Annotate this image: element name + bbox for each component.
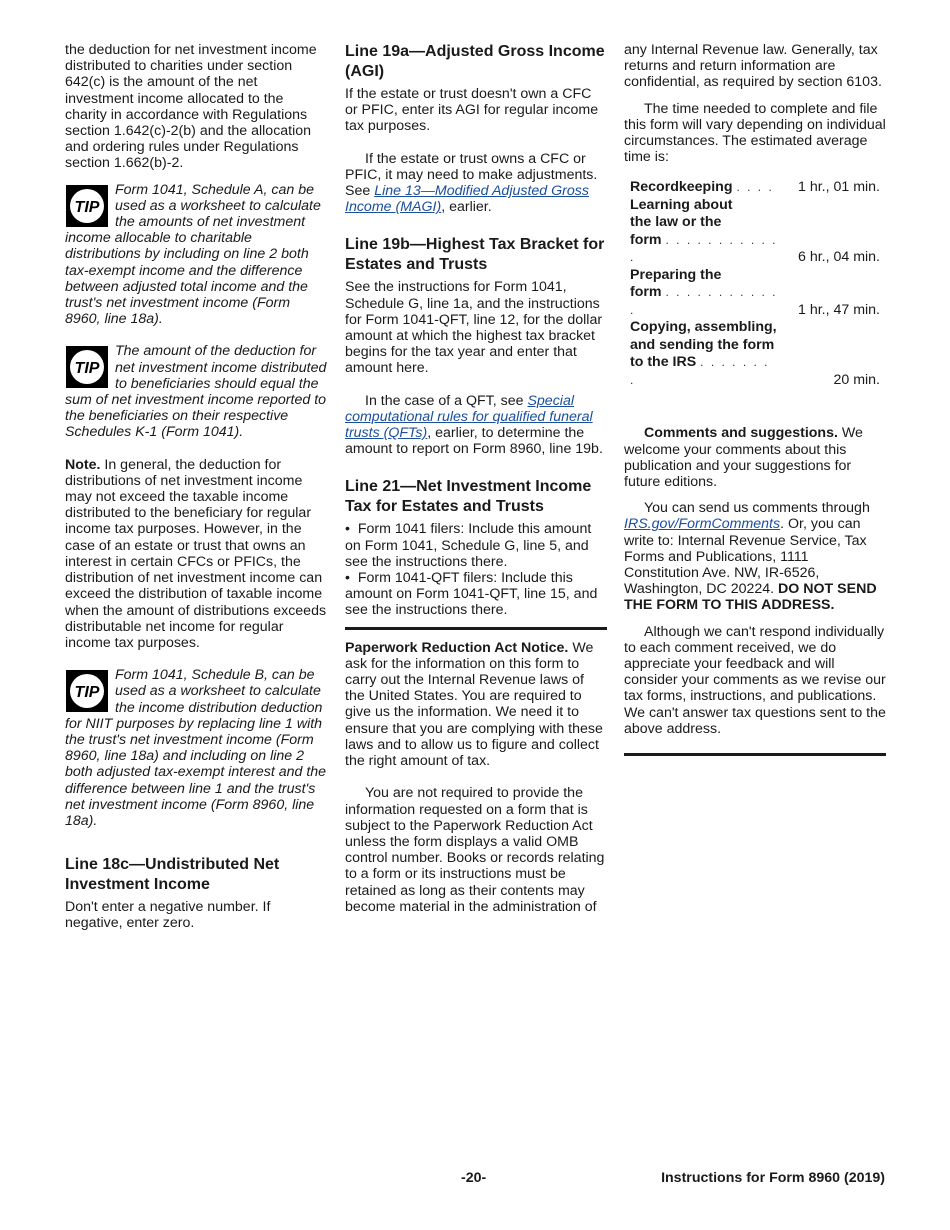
send-comments-paragraph: You can send us comments through IRS.gov/FormComments. Or, you can write to: Internal Revenue Service, Tax Forms and Publications, 1111 Constitution Ave. NW, IR-6526, Washington, DC 20224. DO NOT SEND THE FORM TO THIS ADDRESS.	[624, 500, 877, 614]
end-divider	[624, 753, 886, 756]
paragraph-line-19b-1: See the instructions for Form 1041, Schedule G, line 1a, and the instructions for Form 1041-QFT, line 12, for the dollar amount at which the highest tax bracket begins for the tax year and enter that amount here.	[345, 279, 603, 377]
time-row-recordkeeping: Recordkeeping . . . . 1 hr., 01 min.	[624, 179, 886, 197]
paragraph-line-19b-2: In the case of a QFT, see Special computational rules for qualified funeral trusts (QFTs), earlier, to determine the amount to report on Form 8960, line 19b.	[345, 392, 603, 458]
time-estimate-table	[624, 179, 886, 389]
tip-text-schedule-b: Form 1041, Schedule B, can be used as a worksheet to calculate the income distribution deduction for NIIT purposes by replacing line 1 with the trust's net investment income (Form 8960, line 18a) and including on line 2 both adjusted tax-exempt interest and the difference between line 1 and the trust's net investment income (Form 8960, line 18a).	[65, 667, 327, 829]
time-value: 1 hr., 01 min.	[797, 179, 880, 196]
link-irs-form-comments[interactable]: IRS.gov/FormComments	[624, 516, 781, 533]
page-number: -20-	[461, 1170, 487, 1186]
paperwork-notice-label: Paperwork Reduction Act Notice.	[345, 639, 569, 656]
paperwork-paragraph-2: You are not required to provide the information requested on a form that is subject to the Paperwork Reduction Act unless the form displays a valid OMB control number. Books or records relating to a form or its instructions must be retained as long as their contents may become material in the administration of	[345, 785, 605, 915]
paragraph-line-19a-1: If the estate or trust doesn't own a CFC or PFIC, enter its AGI for regular income tax purposes.	[345, 86, 599, 135]
tip-icon	[65, 345, 109, 389]
tip-text-beneficiaries: The amount of the deduction for net investment income distributed to beneficiaries should equal the sum of net investment income reported to the beneficiaries on their respective Schedules K-1 (Form 1041).	[65, 343, 327, 441]
comments-label: Comments and suggestions.	[644, 425, 838, 442]
note-paragraph	[65, 457, 327, 651]
footer-form-title: Instructions for Form 8960 (2019)	[661, 1170, 885, 1186]
comments-paragraph: Comments and suggestions. We welcome your comments about this publication and your suggestions for future editions.	[624, 425, 863, 491]
paragraph-line-19a-2: If the estate or trust owns a CFC or PFIC, it may need to make adjustments. See Line 13—Modified Adjusted Gross Income (MAGI), earlier.	[345, 150, 598, 216]
section-divider	[345, 627, 607, 630]
note-text: In general, the deduction for distributions of net investment income may not exceed the taxable income distributed to the beneficiary for regular income tax purposes. However, in the case of an estate or trust that owns an interest in certain CFCs or PFICs, the distribution of net investment income can exceed the distribution of taxable income when the amount of distributions exceeds distributable net income for regular income tax purposes.	[65, 456, 327, 651]
tip-label: TIP	[74, 198, 100, 216]
feedback-paragraph: Although we can't respond individually to each comment received, we do appreciate your feedback and will consider your comments as we revise our tax forms, instructions, and publications. We can't answer tax questions sent to the above address.	[624, 623, 886, 737]
tip-label: TIP	[74, 360, 100, 378]
tip-icon	[65, 669, 109, 713]
time-row-copying: Copying, assembling, and sending the form to the IRS . . . . . . . . 20 min.	[624, 319, 886, 389]
bullet-form-1041: • Form 1041 filers: Include this amount on Form 1041, Schedule G, line 5, and see the instructions there.	[345, 521, 592, 570]
column-middle	[345, 42, 607, 915]
paragraph-confidential: any Internal Revenue law. Generally, tax returns and return information are confidential, as required by section 6103.	[624, 42, 882, 91]
tip-label: TIP	[74, 684, 100, 702]
tip-icon	[65, 184, 109, 228]
time-row-preparing: Preparing the form . . . . . . . . . . . . 1 hr., 47 min.	[624, 267, 886, 320]
paperwork-notice-paragraph: Paperwork Reduction Act Notice. We ask for the information on this form to carry out the Internal Revenue laws of the United States. You are required to give us the information. We need it to ensure that you are complying with these laws and to allow us to figure and collect the right amount of tax.	[345, 639, 603, 770]
tip-box-schedule-b	[65, 667, 327, 829]
time-row-learning: Learning about the law or the form . . . . . . . . . . . . 6 hr., 04 min.	[624, 197, 886, 267]
column-left	[65, 42, 327, 932]
paragraph-charity-deduction: the deduction for net investment income distributed to charities under section 642(c) is the amount of the net investment income allocated to the charity in accordance with Regulations section 1.642(c)-2(b) and the allocation and ordering rules under Regulations section 1.662(b)-2.	[65, 42, 317, 172]
heading-line-19b: Line 19b—Highest Tax Bracket for Estates and Trusts	[345, 236, 605, 274]
link-qft-rules[interactable]: Special computational rules for qualified funeral trusts (QFTs)	[345, 392, 593, 442]
time-value: 1 hr., 47 min.	[797, 301, 880, 318]
time-value: 20 min.	[833, 371, 880, 388]
heading-line-19a: Line 19a—Adjusted Gross Income (AGI)	[345, 43, 605, 80]
tip-text-schedule-a: Form 1041, Schedule A, can be used as a worksheet to calculate the amounts of net investment income allocable to charitable distributions by including on line 2 both tax-exempt income and the difference between adjusted total income and the trust's net investment income (Form 8960, line 18a).	[65, 181, 321, 328]
heading-line-18c: Line 18c—Undistributed Net Investment Income	[65, 856, 280, 894]
column-right	[624, 42, 886, 766]
paragraph-line-18c: Don't enter a negative number. If negative, enter zero.	[65, 899, 271, 932]
link-line-13-magi[interactable]: Line 13—Modified Adjusted Gross Income (MAGI)	[345, 183, 589, 216]
note-label: Note.	[65, 456, 101, 473]
bullet-form-1041-qft: • Form 1041-QFT filers: Include this amount on Form 1041-QFT, line 15, and see the instructions there.	[345, 570, 598, 619]
heading-line-21: Line 21—Net Investment Income Tax for Estates and Trusts	[345, 478, 592, 516]
time-value: 6 hr., 04 min.	[797, 249, 880, 266]
tip-box-schedule-a	[65, 182, 327, 328]
paragraph-time-needed: The time needed to complete and file this form will vary depending on individual circumstances. The estimated average time is:	[624, 100, 886, 166]
tip-box-beneficiaries	[65, 343, 327, 440]
